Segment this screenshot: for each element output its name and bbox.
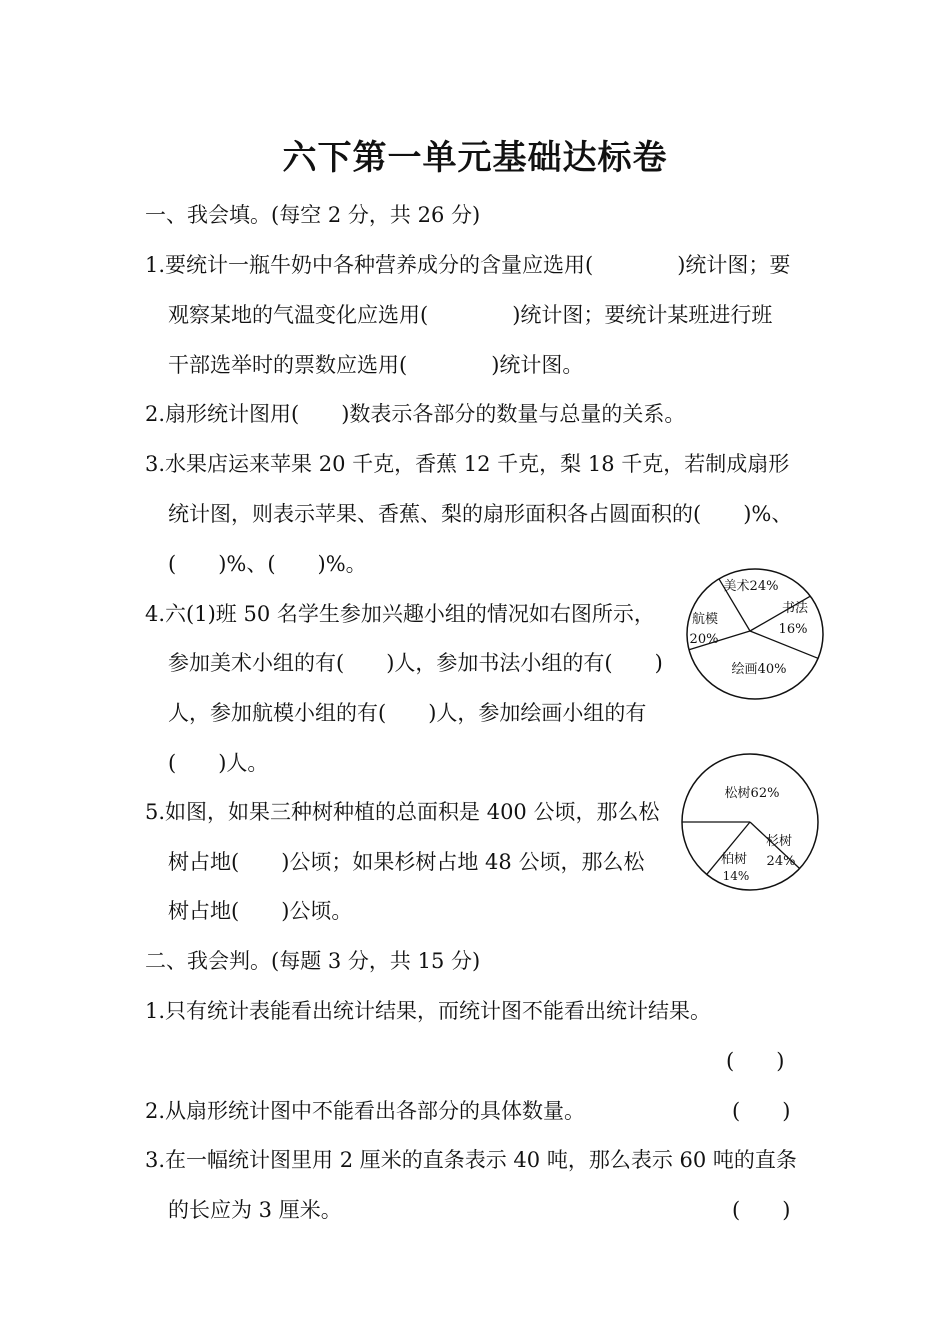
pie1-label-model-name: 航模 (691, 612, 719, 627)
q2-line1: 2.扇形统计图用( )数表示各部分的数量与总量的关系。 (145, 402, 686, 426)
pie2-label-fir-pct: 24% (766, 854, 796, 869)
judge2-line1: 2.从扇形统计图中不能看出各部分的具体数量。 (145, 1099, 586, 1123)
q4-line2: 参加美术小组的有( )人，参加书法小组的有( ) (168, 651, 663, 675)
q5-line2: 树占地( )公顷；如果杉树占地 48 公顷，那么松 (168, 850, 645, 874)
q5-line3: 树占地( )公顷。 (168, 899, 353, 923)
tree-area-pie-chart (678, 750, 823, 892)
interest-group-pie-chart (680, 565, 830, 705)
judge3-answer-paren: ( ) (732, 1198, 791, 1222)
judge3-line2: 的长应为 3 厘米。 (168, 1198, 342, 1222)
q4-line3: 人，参加航模小组的有( )人，参加绘画小组的有 (168, 701, 647, 725)
pie1-label-calligraphy-pct: 16% (778, 622, 808, 637)
q1-line1: 1.要统计一瓶牛奶中各种营养成分的含量应选用( )统计图；要 (145, 253, 791, 277)
pie1-label-model-pct: 20% (689, 632, 719, 647)
pie2-label-cypress-name: 柏树 (720, 852, 748, 867)
pie2-label-pine: 松树62% (724, 786, 780, 801)
judge3-line1: 3.在一幅统计图里用 2 厘米的直条表示 40 吨，那么表示 60 吨的直条 (145, 1148, 797, 1172)
pie1-label-calligraphy-name: 书法 (781, 601, 809, 616)
q3-line2: 统计图，则表示苹果、香蕉、梨的扇形面积各占圆面积的( )%、 (168, 502, 793, 526)
q1-line3: 干部选举时的票数应选用( )统计图。 (168, 353, 584, 377)
q4-line4: ( )人。 (168, 751, 269, 775)
judge1-answer-paren: ( ) (726, 1049, 785, 1073)
q4-line1: 4.六(1)班 50 名学生参加兴趣小组的情况如右图所示， (145, 602, 655, 626)
pie1-label-painting: 绘画40% (731, 662, 787, 677)
judge1-line1: 1.只有统计表能看出统计结果，而统计图不能看出统计结果。 (145, 999, 712, 1023)
q3-line1: 3.水果店运来苹果 20 千克，香蕉 12 千克，梨 18 千克，若制成扇形 (145, 452, 790, 476)
q5-line1: 5.如图，如果三种树种植的总面积是 400 公顷，那么松 (145, 800, 660, 824)
pie1-label-art: 美术24% (723, 579, 779, 594)
judge2-answer-paren: ( ) (732, 1099, 791, 1123)
q1-line2: 观察某地的气温变化应选用( )统计图；要统计某班进行班 (168, 303, 773, 327)
section2-heading: 二、我会判。(每题 3 分，共 15 分) (145, 949, 481, 973)
q3-line3: ( )%、( )%。 (168, 552, 367, 576)
pie2-label-cypress-pct: 14% (722, 869, 750, 883)
section1-heading: 一、我会填。(每空 2 分，共 26 分) (145, 203, 481, 227)
pie2-label-fir-name: 杉树 (765, 834, 793, 849)
page-title: 六下第一单元基础达标卷 (282, 138, 668, 178)
